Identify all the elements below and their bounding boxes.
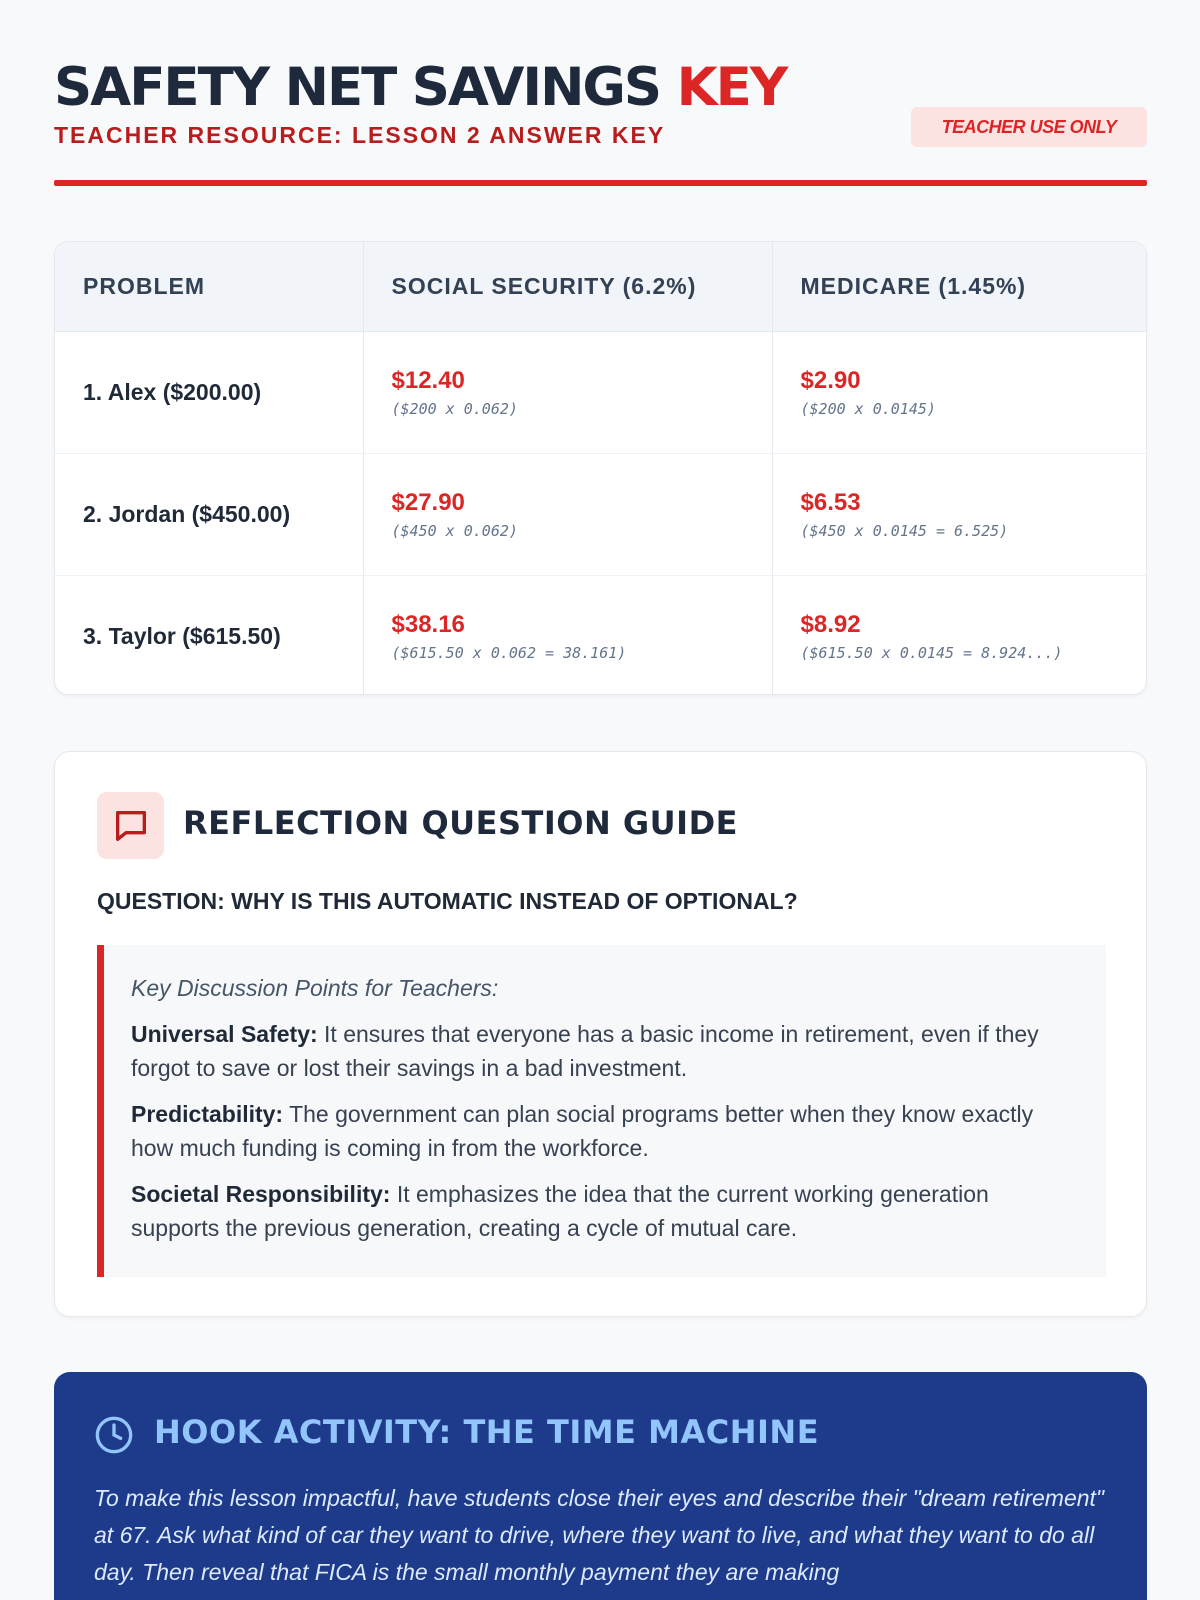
answer-value: $27.90 <box>391 489 465 516</box>
discussion-point <box>131 1017 1076 1085</box>
answer-value: $38.16 <box>391 611 465 639</box>
point-text: It emphasizes the idea that the current working generation supports the previous generation, creating a cycle of mutual care. <box>131 1181 989 1241</box>
discussion-point <box>131 1097 1076 1165</box>
hook-description: To make this lesson impactful, have students close their eyes and describe their "dream retirement" at 67. Ask what kind of car they want to drive, where they want to live, and what they want to do all day. Then reveal that FICA is the small monthly payment they are making <box>94 1485 1105 1585</box>
discussion-points-box <box>97 945 1106 1277</box>
problem-cell: 2. Jordan ($450.00) <box>55 453 363 575</box>
answer-table-card <box>54 241 1147 695</box>
social-security-cell <box>363 453 772 575</box>
reflection-title: REFLECTION QUESTION GUIDE <box>183 804 738 842</box>
answer-value: $12.40 <box>391 367 465 394</box>
column-header-medicare: MEDICARE (1.45%) <box>772 242 1146 331</box>
point-term: Predictability: <box>131 1101 284 1127</box>
reflection-card <box>54 751 1147 1317</box>
problem-cell: 3. Taylor ($615.50) <box>83 622 281 649</box>
page-header <box>54 0 1147 188</box>
medicare-cell <box>772 575 1146 695</box>
point-text: It ensures that everyone has a basic income in retirement, even if they forgot to save or lost their savings in a bad investment. <box>131 1021 1039 1081</box>
reflection-question: QUESTION: WHY IS THIS AUTOMATIC INSTEAD OF OPTIONAL? <box>97 888 798 914</box>
discussion-intro: Key Discussion Points for Teachers: <box>131 975 499 1001</box>
discussion-point <box>131 1177 1076 1245</box>
table-row <box>55 575 1146 695</box>
table-row <box>55 453 1146 575</box>
teacher-only-badge: TEACHER USE ONLY <box>911 107 1147 147</box>
answer-value: $6.53 <box>800 489 861 516</box>
hook-title: HOOK ACTIVITY: THE TIME MACHINE <box>154 1413 820 1451</box>
table-header-row <box>55 242 1146 331</box>
work-shown: ($200 x 0.0145) <box>800 400 936 418</box>
answer-key-page <box>54 0 1147 1585</box>
page-title <box>54 56 786 120</box>
work-shown: ($615.50 x 0.062 = 38.161) <box>391 644 627 663</box>
answer-value: $8.92 <box>800 611 861 639</box>
title-accent: KEY <box>676 57 787 118</box>
medicare-cell <box>772 331 1146 453</box>
problem-cell: 1. Alex ($200.00) <box>55 331 363 453</box>
answer-table <box>55 242 1146 695</box>
chat-bubble-icon <box>97 792 164 859</box>
table-row <box>55 331 1146 453</box>
clock-icon <box>94 1415 134 1460</box>
point-text: The government can plan social programs better when they know exactly how much funding is coming in from the workforce. <box>131 1101 1034 1161</box>
medicare-cell <box>772 453 1146 575</box>
social-security-cell <box>363 331 772 453</box>
answer-value: $2.90 <box>800 367 861 394</box>
work-shown: ($200 x 0.062) <box>391 400 518 418</box>
hook-activity-card <box>54 1372 1147 1600</box>
point-term: Societal Responsibility: <box>131 1181 391 1207</box>
column-header-social-security: SOCIAL SECURITY (6.2%) <box>363 242 772 331</box>
work-shown: ($450 x 0.0145 = 6.525) <box>800 522 1009 540</box>
social-security-cell <box>363 575 772 695</box>
header-divider <box>54 180 1147 186</box>
work-shown: ($615.50 x 0.0145 = 8.924...) <box>800 644 1063 663</box>
work-shown: ($450 x 0.062) <box>391 522 518 540</box>
column-header-problem: PROBLEM <box>55 242 363 331</box>
point-term: Universal Safety: <box>131 1021 318 1047</box>
title-main: SAFETY NET SAVINGS <box>54 57 661 118</box>
page-subtitle: TEACHER RESOURCE: LESSON 2 ANSWER KEY <box>54 122 666 148</box>
